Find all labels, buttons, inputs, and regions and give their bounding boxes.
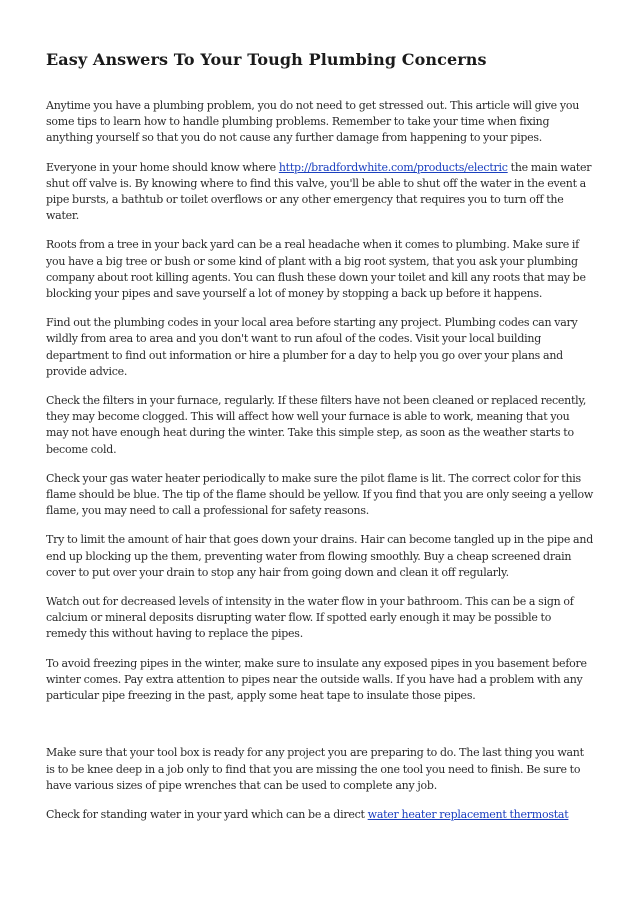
paragraph-10: Make sure that your tool box is ready for any project you are preparing to do. The last thing you want is to be knee deep in a job only to find that you are missing the one tool you need to finish. Be sure to have various sizes of pipe wrenches that can be used to complete any job.	[46, 746, 584, 792]
paragraph-2-text-before: Everyone in your home should know where	[46, 160, 279, 174]
paragraph-2	[46, 160, 594, 225]
paragraph-6: Check your gas water heater periodically to make sure the pilot flame is lit. The correct color for this flame should be blue. The tip of the flame should be yellow. If you find that you are only seeing a yellow flame, you may need to call a professional for safety reasons.	[46, 471, 594, 518]
bradfordwhite-link[interactable]: http://bradfordwhite.com/products/electric	[278, 160, 508, 174]
paragraph-7: Try to limit the amount of hair that goes down your drains. Hair can become tangled up in the pipe and end up blocking up the them, preventing water from flowing smoothly. Buy a cheap screened drain cover to put over your drain to stop any hair from going down and clean it off regularly.	[46, 533, 593, 579]
paragraph-5: Check the filters in your furnace, regularly. If these filters have not been cleaned or replaced recently, they may become clogged. This will affect how well your furnace is able to work, meaning that you may not have enough heat during the winter. Take this simple step, as soon as the weather starts to become cold.	[46, 394, 587, 456]
paragraph-2-text-after: the main water shut off valve is. By knowing where to find this valve, you'll be able to shut off the water in the event a pipe bursts, a bathtub or toilet overflows or any other emergency that requires you to turn off the water.	[46, 160, 592, 223]
paragraph-1: Anytime you have a plumbing problem, you do not need to get stressed out. This article will give you some tips to learn how to handle plumbing problems. Remember to take your time when fixing anything yourself so that you do not cause any further damage from happening to your pipes.	[46, 99, 580, 145]
paragraph-8: Watch out for decreased levels of intensity in the water flow in your bathroom. This can be a sign of calcium or mineral deposits disrupting water flow. If spotted early enough it may be possible to remedy this without having to replace the pipes.	[46, 595, 574, 641]
document-title: Easy Answers To Your Tough Plumbing Concerns	[46, 50, 487, 69]
paragraph-4: Find out the plumbing codes in your local area before starting any project. Plumbing codes can vary wildly from area to area and you don't want to run afoul of the codes. Visit your local building department to find out information or hire a plumber for a day to help you go over your plans and provide advice.	[46, 316, 578, 378]
paragraph-11-text-before: Check for standing water in your yard which can be a direct	[46, 807, 368, 821]
paragraph-3: Roots from a tree in your back yard can be a real headache when it comes to plumbing. Make sure if you have a big tree or bush or some kind of plant with a big root system, that you ask your plumbing company about root killing agents. You can flush these down your toilet and kill any roots that may be blocking your pipes and save yourself a lot of money by stopping a back up before it happens.	[46, 238, 586, 301]
paragraph-11	[46, 807, 594, 823]
water-heater-link[interactable]: water heater replacement thermostat	[367, 807, 569, 821]
document-page	[46, 50, 594, 836]
paragraph-9: To avoid freezing pipes in the winter, make sure to insulate any exposed pipes in you basement before winter comes. Pay extra attention to pipes near the outside walls. If you have had a problem with any particular pipe freezing in the past, apply some heat tape to insulate those pipes.	[46, 656, 587, 703]
